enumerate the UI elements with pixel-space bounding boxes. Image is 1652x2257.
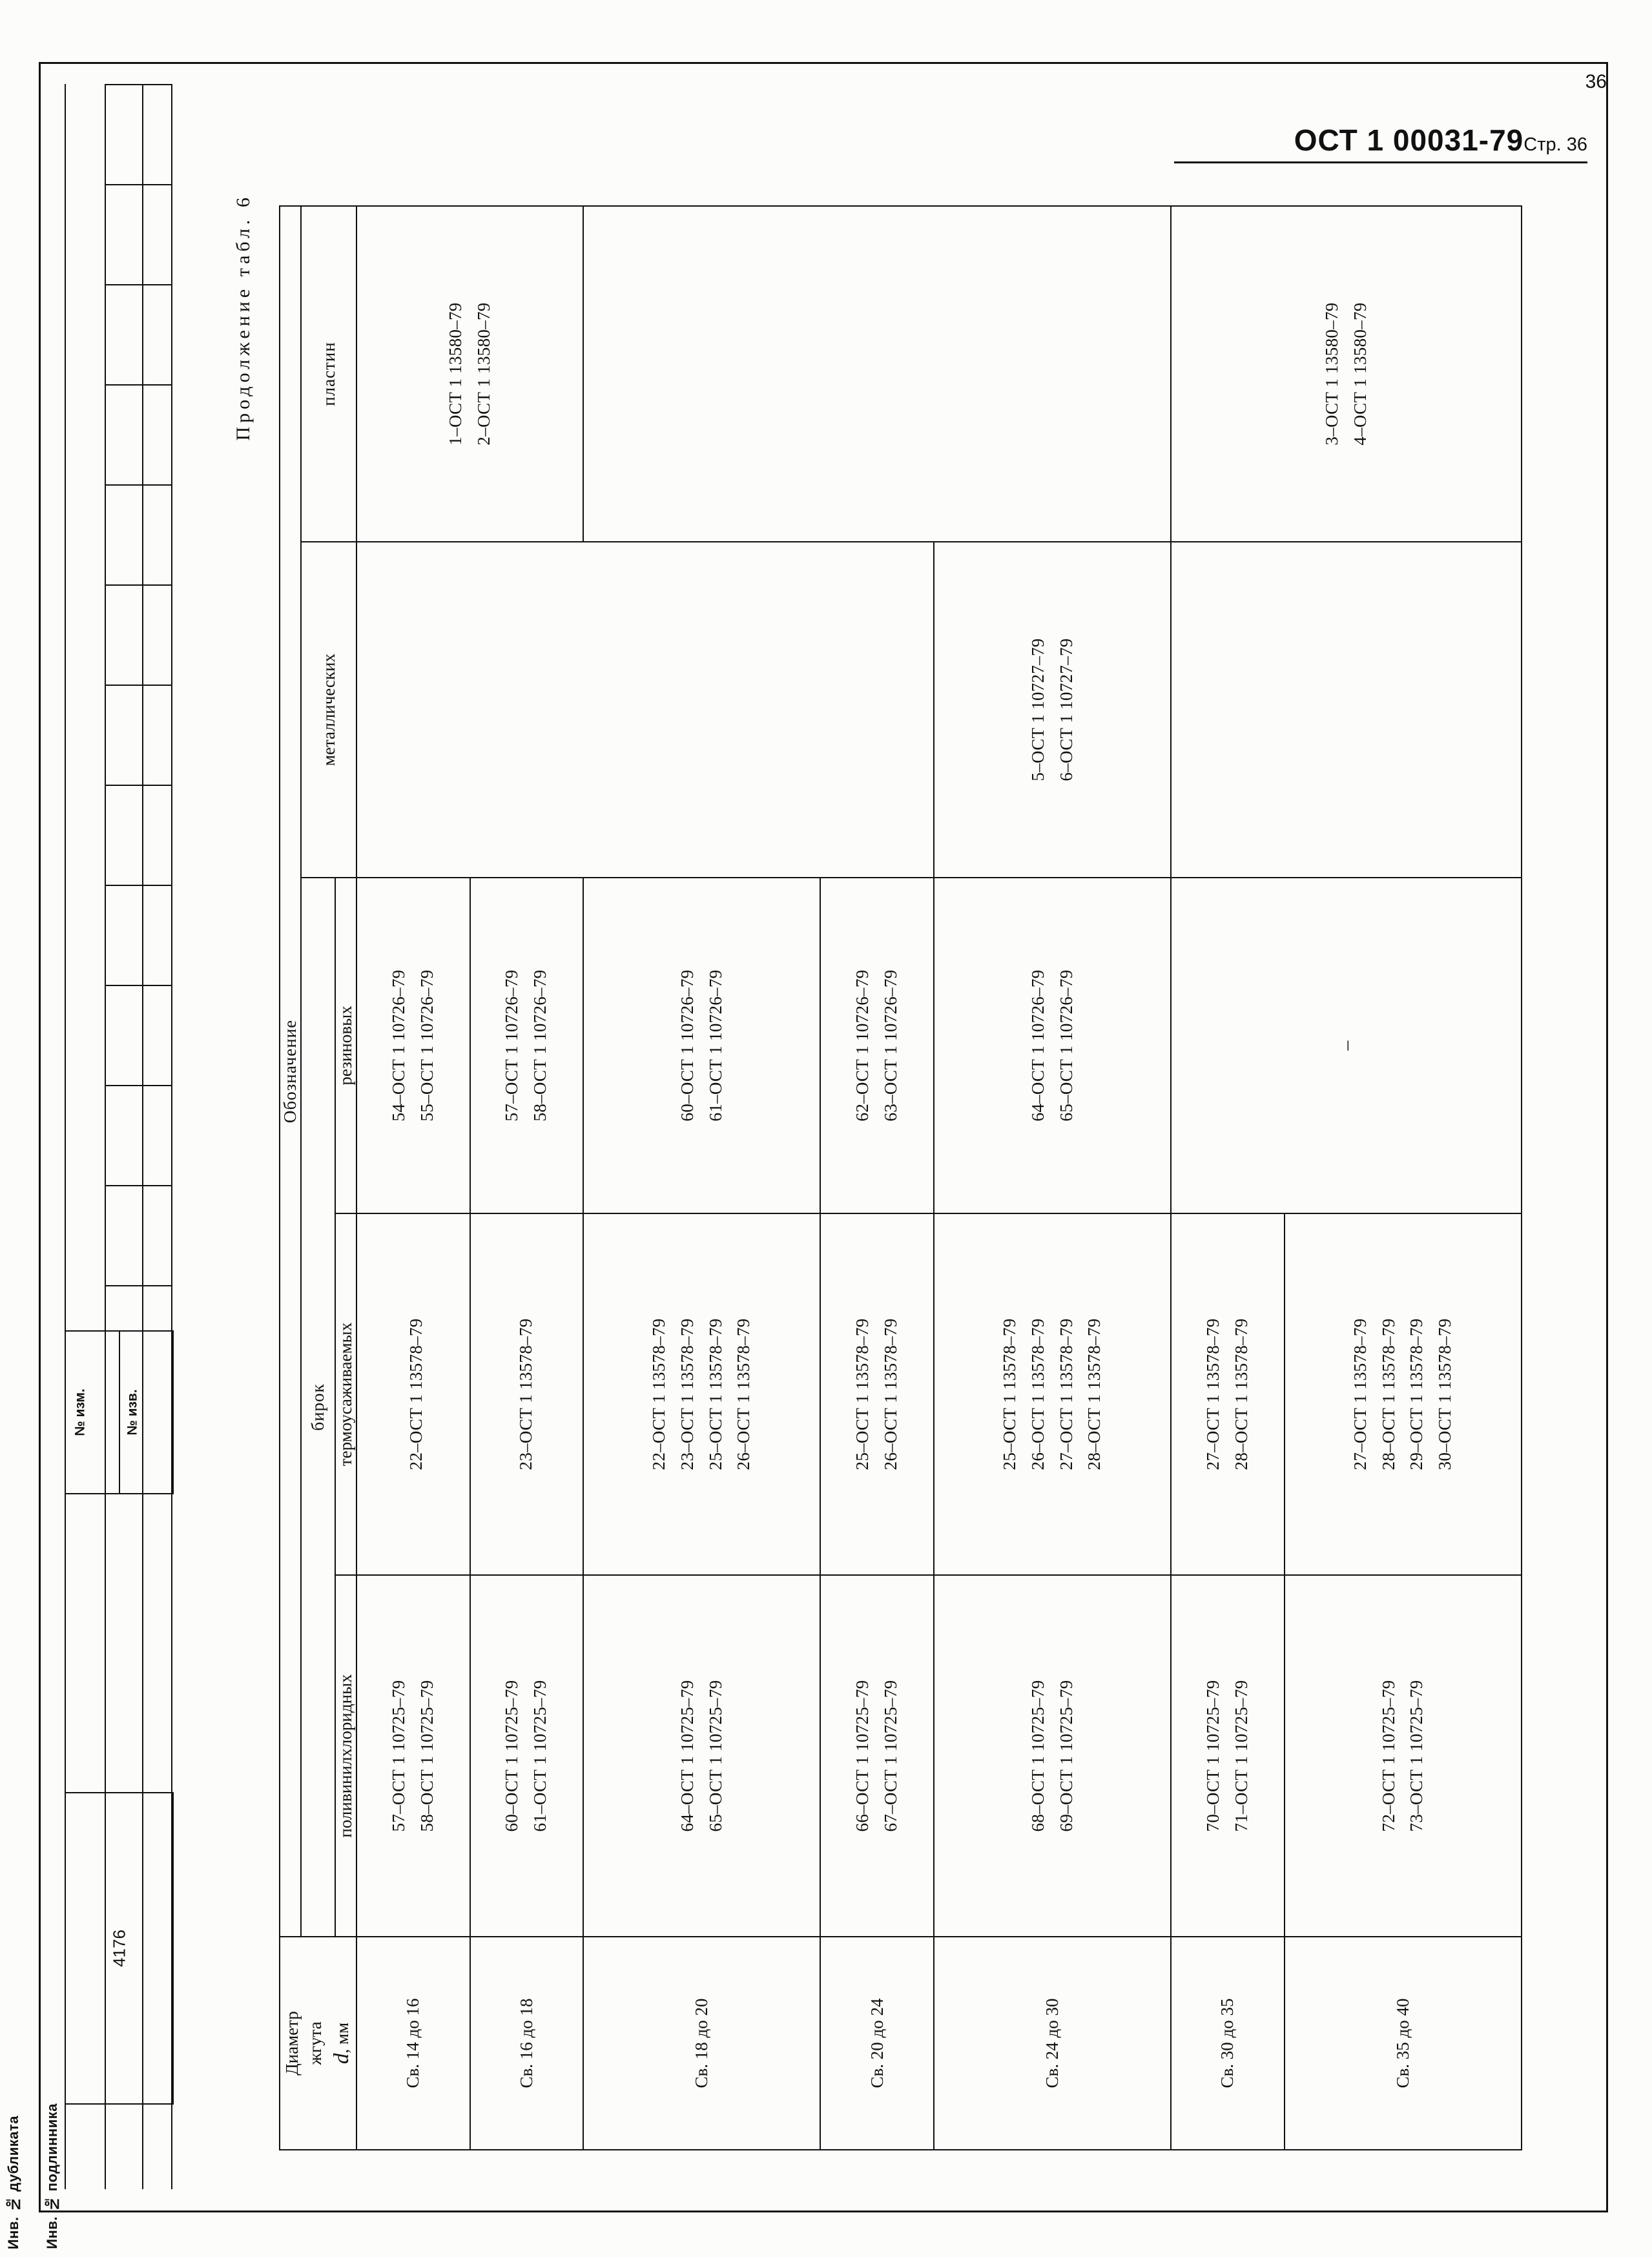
value: 27–ОСТ 1 13578–79 [1056, 1318, 1076, 1470]
frame-bottom-line [39, 2211, 1608, 2212]
rotated-table-container [279, 207, 1509, 2150]
value: 5–ОСТ 1 10727–79 [1027, 638, 1048, 781]
value: 30–ОСТ 1 13578–79 [1435, 1318, 1455, 1470]
table-header-row-2 [301, 206, 335, 2150]
cell-diameter: Св. 18 до 20 [583, 1937, 821, 2150]
table-row [583, 206, 821, 2150]
cell-pvc [1171, 1575, 1284, 1937]
cell-metal [934, 542, 1172, 878]
cell-rubber [820, 878, 933, 1213]
header-diameter-line3: d, мм [329, 2022, 353, 2065]
value: 65–ОСТ 1 10726–79 [1056, 969, 1076, 1122]
cell-pvc [583, 1575, 821, 1937]
cell-diameter: Св. 30 до 35 [1171, 1937, 1284, 2150]
value: 60–ОСТ 1 10726–79 [677, 969, 697, 1122]
value: 64–ОСТ 1 10726–79 [1027, 969, 1048, 1122]
frame-right-line [1606, 62, 1608, 2212]
value: 28–ОСТ 1 13578–79 [1378, 1318, 1398, 1470]
cell-diameter: Св. 20 до 24 [820, 1937, 933, 2150]
value: 69–ОСТ 1 10725–79 [1056, 1680, 1076, 1832]
value: 2–ОСТ 1 13580–79 [473, 302, 493, 446]
frame-top-line [39, 62, 1608, 64]
cell-rubber [470, 878, 583, 1213]
value: 57–ОСТ 1 10725–79 [389, 1680, 409, 1832]
stamp-izv-label: № изв. [125, 1389, 140, 1436]
value: 3–ОСТ 1 13580–79 [1322, 302, 1342, 446]
cell-diameter: Св. 24 до 30 [934, 1937, 1172, 2150]
value: 25–ОСТ 1 13578–79 [1000, 1318, 1020, 1470]
value: 55–ОСТ 1 10726–79 [417, 969, 437, 1122]
cell-term [934, 1213, 1172, 1575]
continuation-caption: Продолжение табл. 6 [232, 194, 254, 441]
value: 73–ОСТ 1 10725–79 [1407, 1680, 1427, 1832]
cell-pvc [1285, 1575, 1522, 1937]
title-underline [1174, 161, 1587, 163]
cell-diameter: Св. 16 до 18 [470, 1937, 583, 2150]
value: 27–ОСТ 1 13578–79 [1203, 1318, 1223, 1470]
stamp-number: 4176 [109, 1930, 129, 1967]
standard-title [1294, 123, 1587, 158]
value: 63–ОСТ 1 10726–79 [881, 969, 901, 1122]
header-birok: бирок [301, 878, 335, 1937]
cell-term [820, 1213, 933, 1575]
cell-metal-empty [1171, 542, 1522, 878]
frame-left-line [39, 62, 41, 2212]
value: 58–ОСТ 1 10726–79 [530, 969, 550, 1122]
value: 6–ОСТ 1 10727–79 [1056, 638, 1076, 781]
page-number-top: 36 [1585, 71, 1607, 92]
designation-table [279, 205, 1522, 2150]
table-header-row-1 [280, 206, 301, 2150]
cell-term [356, 1213, 470, 1575]
value: 66–ОСТ 1 10725–79 [852, 1680, 872, 1832]
cell-metal-empty [356, 542, 933, 878]
value: 71–ОСТ 1 10725–79 [1231, 1680, 1251, 1832]
value: 22–ОСТ 1 13578–79 [649, 1318, 669, 1470]
stamp-izm-box [65, 1330, 174, 1494]
value: 26–ОСТ 1 13578–79 [1027, 1318, 1048, 1470]
value: 64–ОСТ 1 10725–79 [677, 1680, 697, 1832]
header-rubber: резиновых [335, 878, 356, 1213]
value: 62–ОСТ 1 10726–79 [852, 969, 872, 1122]
value: 26–ОСТ 1 13578–79 [881, 1318, 901, 1470]
value: 22–ОСТ 1 13578–79 [406, 1318, 426, 1470]
cell-rubber [934, 878, 1172, 1213]
cell-plastin-empty [583, 206, 1172, 542]
value: 27–ОСТ 1 13578–79 [1350, 1318, 1370, 1470]
stamp-izm-divider [119, 1332, 120, 1493]
cell-pvc [356, 1575, 470, 1937]
stamp-label-original: Инв. № подлинника [44, 2103, 60, 2249]
value: 54–ОСТ 1 10726–79 [389, 969, 409, 1122]
page-suffix: Стр. 36 [1523, 134, 1587, 155]
value: 29–ОСТ 1 13578–79 [1407, 1318, 1427, 1470]
value: 23–ОСТ 1 13578–79 [516, 1318, 536, 1470]
value: 23–ОСТ 1 13578–79 [677, 1318, 697, 1470]
value: 25–ОСТ 1 13578–79 [705, 1318, 725, 1470]
cell-rubber [583, 878, 821, 1213]
cell-pvc [470, 1575, 583, 1937]
stamp-izm-label: № изм. [72, 1388, 88, 1436]
cell-rubber [356, 878, 470, 1213]
value: 28–ОСТ 1 13578–79 [1231, 1318, 1251, 1470]
header-pvc: поливинилхлоридных [335, 1575, 356, 1937]
value: 28–ОСТ 1 13578–79 [1084, 1318, 1104, 1470]
value: 72–ОСТ 1 10725–79 [1378, 1680, 1398, 1832]
header-plastin: пластин [301, 206, 356, 542]
header-diameter [280, 1937, 356, 2150]
value: 67–ОСТ 1 10725–79 [881, 1680, 901, 1832]
cell-diameter: Св. 35 до 40 [1285, 1937, 1522, 2150]
value: 68–ОСТ 1 10725–79 [1027, 1680, 1048, 1832]
cell-diameter: Св. 14 до 16 [356, 1937, 470, 2150]
cell-pvc [820, 1575, 933, 1937]
cell-pvc [934, 1575, 1172, 1937]
header-metal: металлических [301, 542, 356, 878]
value: 61–ОСТ 1 10725–79 [530, 1680, 550, 1832]
value: 57–ОСТ 1 10726–79 [502, 969, 522, 1122]
stamp-label-duplicate: Инв. № дубликата [5, 2115, 21, 2249]
table-body [356, 206, 1522, 2150]
value: 4–ОСТ 1 13580–79 [1350, 302, 1370, 446]
standard-number: ОСТ 1 00031-79 [1294, 123, 1524, 157]
header-diameter-line1: Диаметр [282, 2011, 302, 2076]
value: 61–ОСТ 1 10726–79 [705, 969, 725, 1122]
header-designation: Обозначение [280, 206, 301, 1937]
cell-term [1171, 1213, 1284, 1575]
value: – [1336, 1040, 1358, 1051]
value: 1–ОСТ 1 13580–79 [445, 302, 465, 446]
cell-term [583, 1213, 821, 1575]
value: 26–ОСТ 1 13578–79 [734, 1318, 754, 1470]
cell-plastin [1171, 206, 1522, 542]
stamp-number-box [65, 1792, 174, 2105]
cell-term [1285, 1213, 1522, 1575]
table-row [1171, 206, 1284, 2150]
value: 65–ОСТ 1 10725–79 [705, 1680, 725, 1832]
value: 25–ОСТ 1 13578–79 [852, 1318, 872, 1470]
table-row [356, 206, 470, 2150]
cell-term [470, 1213, 583, 1575]
value: 58–ОСТ 1 10725–79 [417, 1680, 437, 1832]
header-term: термоусаживаемых [335, 1213, 356, 1575]
value: 70–ОСТ 1 10725–79 [1203, 1680, 1223, 1832]
value: 60–ОСТ 1 10725–79 [502, 1680, 522, 1832]
cell-rubber [1171, 878, 1522, 1213]
cell-plastin [356, 206, 583, 542]
header-diameter-line2: жгута [305, 2021, 325, 2065]
